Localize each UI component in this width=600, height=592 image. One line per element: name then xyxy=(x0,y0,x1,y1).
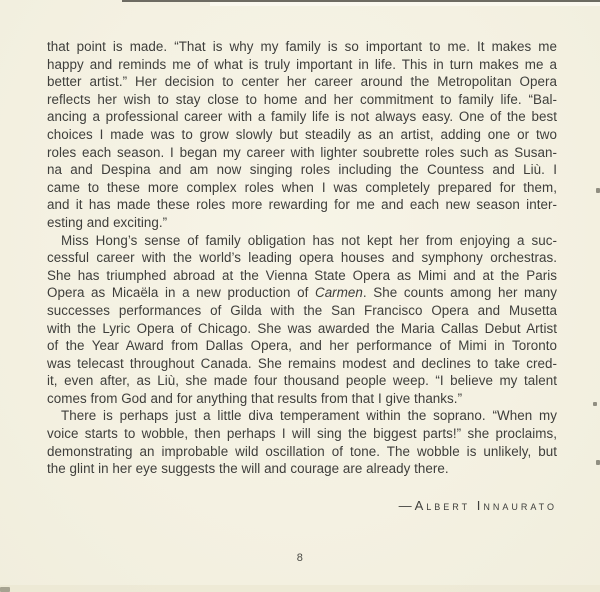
text-line: happy and reminds me of what is truly important in life. This in turn makes me a xyxy=(47,56,557,72)
text-line: comes from God and for anything that results from that I give thanks.” xyxy=(47,390,463,406)
scan-highlight-artifact xyxy=(210,2,600,6)
text-segment: Opera as Micaëla in a new production of xyxy=(47,285,315,301)
paragraph-1 xyxy=(47,38,557,232)
text-line: roles each season. I began my career with lighter soubrette roles such as Susan- xyxy=(47,144,557,160)
opera-title-italic: Carmen xyxy=(314,285,363,301)
text-line: reflects her wish to stay close to home and her commitment to family life. “Bal- xyxy=(47,91,557,107)
scan-speck xyxy=(596,460,600,465)
paragraph-3 xyxy=(47,407,557,477)
text-line: it, even after, as Liù, she made four thousand people weep. “I believe my talent xyxy=(47,373,557,389)
text-line-with-italic xyxy=(47,284,557,302)
text-line: esting and exciting.” xyxy=(47,214,168,230)
text-line: that point is made. “That is why my family is so important to me. It makes me xyxy=(47,39,557,54)
text-line: There is perhaps just a little diva temperament within the soprano. “When my xyxy=(61,408,557,424)
author-byline: —Albert Innaurato xyxy=(398,498,557,513)
liner-notes-text xyxy=(47,38,557,478)
text-line: choices I made was to grow slowly but steadily as an artist, adding one or two xyxy=(47,126,557,142)
text-line: She has triumphed abroad at the Vienna State Opera as Mimi and at the Paris xyxy=(47,267,557,283)
text-line: cessful career with the world’s leading opera houses and symphony orchestras. xyxy=(47,250,557,266)
text-line: demonstrating an improbable wild oscillation of tone. The wobble is unlikely, but xyxy=(47,443,557,459)
scan-speck xyxy=(593,402,597,406)
text-line: na and Despina and am now singing roles including the Countess and Liù. I xyxy=(47,162,557,178)
text-line: was telecast throughout Canada. She remains modest and declines to take cred- xyxy=(47,355,557,371)
text-line: ancing a professional career with a family life is not always easy. One of the best xyxy=(47,109,557,125)
text-line: the glint in her eye suggests the will and courage are already there. xyxy=(47,461,449,477)
text-line: Miss Hong’s sense of family obligation has not kept her from enjoying a suc- xyxy=(61,232,557,248)
text-line: voice starts to wobble, then perhaps I will sing the biggest parts!” she proclaims, xyxy=(47,426,557,442)
text-segment: . She counts among her many xyxy=(362,285,557,301)
text-line: with the Lyric Opera of Chicago. She was awarded the Maria Callas Debut Artist xyxy=(47,320,557,336)
scan-speck xyxy=(0,587,10,592)
text-line: successes performances of Gilda with the San Francisco Opera and Musetta xyxy=(47,302,557,318)
text-line: better artist.” Her decision to center her career around the Metropolitan Opera xyxy=(47,74,557,90)
paragraph-2 xyxy=(47,232,557,408)
scan-bottom-shadow xyxy=(0,585,600,592)
text-line: and it has made these roles more rewarding for me and each new season inter- xyxy=(47,197,557,213)
text-line: came to these more complex roles when I was completely prepared for them, xyxy=(47,179,557,195)
text-line: of the Year Award from Dallas Opera, and her performance of Mimi in Toronto xyxy=(47,338,557,354)
scan-speck xyxy=(596,188,600,193)
page-number: 8 xyxy=(296,552,304,564)
